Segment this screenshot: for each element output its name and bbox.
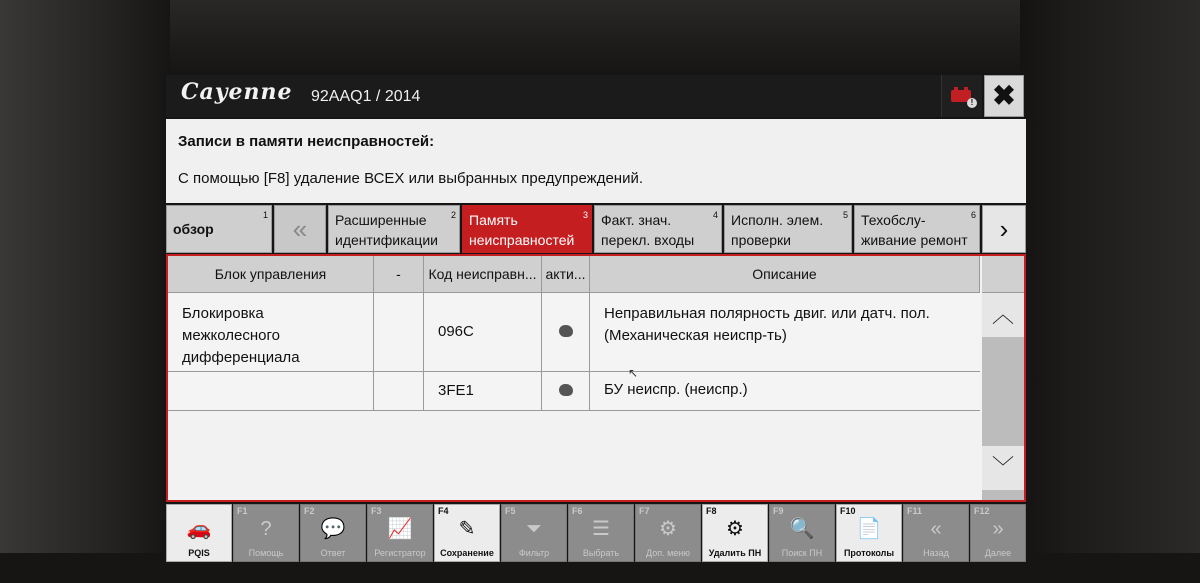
fkey-select[interactable] <box>568 504 634 562</box>
table-header <box>168 256 980 293</box>
title-bar <box>166 75 941 117</box>
fkey-help[interactable] <box>233 504 299 562</box>
column-header-control-unit[interactable]: Блок управления <box>168 256 374 292</box>
fkey-label: Доп. меню <box>646 548 690 558</box>
table-scrollbar[interactable] <box>982 256 1024 500</box>
cell-active <box>542 372 590 410</box>
fkey-number: F9 <box>773 506 784 516</box>
fkey-number: F7 <box>639 506 650 516</box>
device-bezel-left <box>0 0 170 583</box>
close-button[interactable]: ✖ <box>984 75 1024 117</box>
fkey-label: Поиск ПН <box>781 548 823 558</box>
fault-table <box>166 254 1026 502</box>
save-notes-icon: ✎ <box>458 518 476 540</box>
fkey-pqis[interactable] <box>166 504 232 562</box>
search-icon: 🔍 <box>789 518 815 540</box>
tab-actual-values[interactable] <box>594 205 722 253</box>
diagnostic-screen <box>163 72 1031 564</box>
fkey-number: F5 <box>505 506 516 516</box>
fkey-label: Удалить ПН <box>708 548 762 558</box>
scroll-down-button[interactable] <box>982 446 1024 490</box>
column-header-active[interactable]: акти... <box>542 256 590 292</box>
cell-fault-code: 096C <box>424 293 542 371</box>
column-header-description[interactable]: Описание <box>590 256 980 292</box>
cell-dash <box>374 372 424 410</box>
info-panel <box>166 119 1026 203</box>
tab-next-button[interactable] <box>982 205 1026 253</box>
chevron-left-icon: « <box>292 214 308 244</box>
tab-bar <box>166 205 1026 253</box>
chart-icon: 📈 <box>387 518 413 540</box>
fkey-label: Выбрать <box>582 548 620 558</box>
delete-faults-icon: ⚙ <box>726 518 744 540</box>
cell-control-unit <box>168 372 374 410</box>
fkey-next[interactable] <box>970 504 1026 562</box>
mouse-cursor-icon: ↖ <box>628 366 639 380</box>
fkey-save[interactable] <box>434 504 500 562</box>
car-icon: 🚗 <box>186 518 212 540</box>
info-text: С помощью [F8] удаление ВСЕХ или выбранных предупреждений. <box>178 170 644 187</box>
fkey-number: F3 <box>371 506 382 516</box>
scrollbar-header-cell <box>982 256 1024 293</box>
tab-number: 5 <box>842 210 848 220</box>
column-header-fault-code[interactable]: Код неисправн... <box>424 256 542 292</box>
table-row[interactable] <box>168 372 980 411</box>
fkey-label: Фильтр <box>518 548 550 558</box>
fkey-back[interactable] <box>903 504 969 562</box>
fkey-fault-search[interactable] <box>769 504 835 562</box>
cell-description: Неправильная полярность двиг. или датч. пол. (Механическая неиспр-ть) <box>604 305 930 344</box>
tab-label: Исполн. элем. проверки <box>731 212 824 248</box>
double-chevron-right-icon: » <box>992 518 1004 540</box>
fkey-answer[interactable] <box>300 504 366 562</box>
tab-actuator-tests[interactable] <box>724 205 852 253</box>
fkey-number: F4 <box>438 506 449 516</box>
chevron-down-icon: ﹀ <box>991 455 1014 480</box>
tab-label: Факт. знач. перекл. входы <box>601 212 695 248</box>
warning-icon: ! <box>967 98 977 108</box>
help-icon: ? <box>260 518 272 540</box>
fkey-number: F12 <box>974 506 990 516</box>
vehicle-logo: Cayenne <box>181 79 293 105</box>
fkey-label: Регистратор <box>374 548 426 558</box>
fkey-filter[interactable] <box>501 504 567 562</box>
fault-status-icon <box>559 384 573 396</box>
table-row[interactable] <box>168 293 980 372</box>
column-header-dash[interactable]: - <box>374 256 424 292</box>
fkey-number: F8 <box>706 506 717 516</box>
fkey-number: F11 <box>907 506 923 516</box>
tab-number: 1 <box>262 210 268 220</box>
double-chevron-left-icon: « <box>930 518 942 540</box>
tab-extended-identification[interactable] <box>328 205 460 253</box>
fkey-label: Сохранение <box>440 548 494 558</box>
tab-prev-button[interactable] <box>274 205 326 253</box>
device-bezel-right <box>1020 0 1200 583</box>
cell-description: БУ неиспр. (неиспр.) <box>604 381 748 398</box>
fkey-label: Помощь <box>248 548 284 558</box>
tab-label: Память неисправностей <box>469 212 575 248</box>
chevron-right-icon: › <box>999 214 1009 244</box>
tab-fault-memory[interactable] <box>462 205 592 253</box>
select-list-icon: ☰ <box>592 518 610 540</box>
cell-control-unit: Блокировка межколесного дифференциала <box>168 293 374 371</box>
function-key-bar <box>166 504 1026 562</box>
fkey-delete-faults[interactable] <box>702 504 768 562</box>
tab-number: 2 <box>450 210 456 220</box>
fkey-number: F6 <box>572 506 583 516</box>
cell-active <box>542 293 590 371</box>
fkey-label: Ответ <box>320 548 346 558</box>
cell-fault-code: 3FE1 <box>424 372 542 410</box>
info-title: Записи в памяти неисправностей: <box>178 133 435 150</box>
speech-bubble-icon: 💬 <box>320 518 346 540</box>
fkey-label: PQIS <box>188 548 210 558</box>
fkey-extra-menu[interactable] <box>635 504 701 562</box>
scroll-up-button[interactable] <box>982 293 1024 337</box>
battery-status-button[interactable] <box>941 75 982 117</box>
fault-status-icon <box>559 325 573 337</box>
tab-number: 6 <box>970 210 976 220</box>
fkey-protocols[interactable] <box>836 504 902 562</box>
tab-maintenance-repair[interactable] <box>854 205 980 253</box>
tab-label: Техобслу- живание ремонт <box>861 212 968 248</box>
tab-label: обзор <box>173 221 214 237</box>
tab-number: 4 <box>712 210 718 220</box>
fkey-number: F2 <box>304 506 315 516</box>
document-icon: 📄 <box>856 518 882 540</box>
fkey-number: F10 <box>840 506 856 516</box>
vehicle-model-year: 92AAQ1 / 2014 <box>311 88 421 105</box>
gear-icon: ⚙ <box>659 518 677 540</box>
fkey-label: Протоколы <box>843 548 895 558</box>
cell-dash <box>374 293 424 371</box>
filter-icon: ⏷ <box>526 518 542 540</box>
chevron-up-icon: ︿ <box>991 302 1014 327</box>
fkey-recorder[interactable] <box>367 504 433 562</box>
tab-number: 3 <box>582 210 588 220</box>
fkey-label: Назад <box>923 548 949 558</box>
fkey-label: Далее <box>984 548 1012 558</box>
fkey-number: F1 <box>237 506 248 516</box>
tab-label: Расширенные идентификации <box>335 212 438 248</box>
tab-overview[interactable] <box>166 205 272 253</box>
